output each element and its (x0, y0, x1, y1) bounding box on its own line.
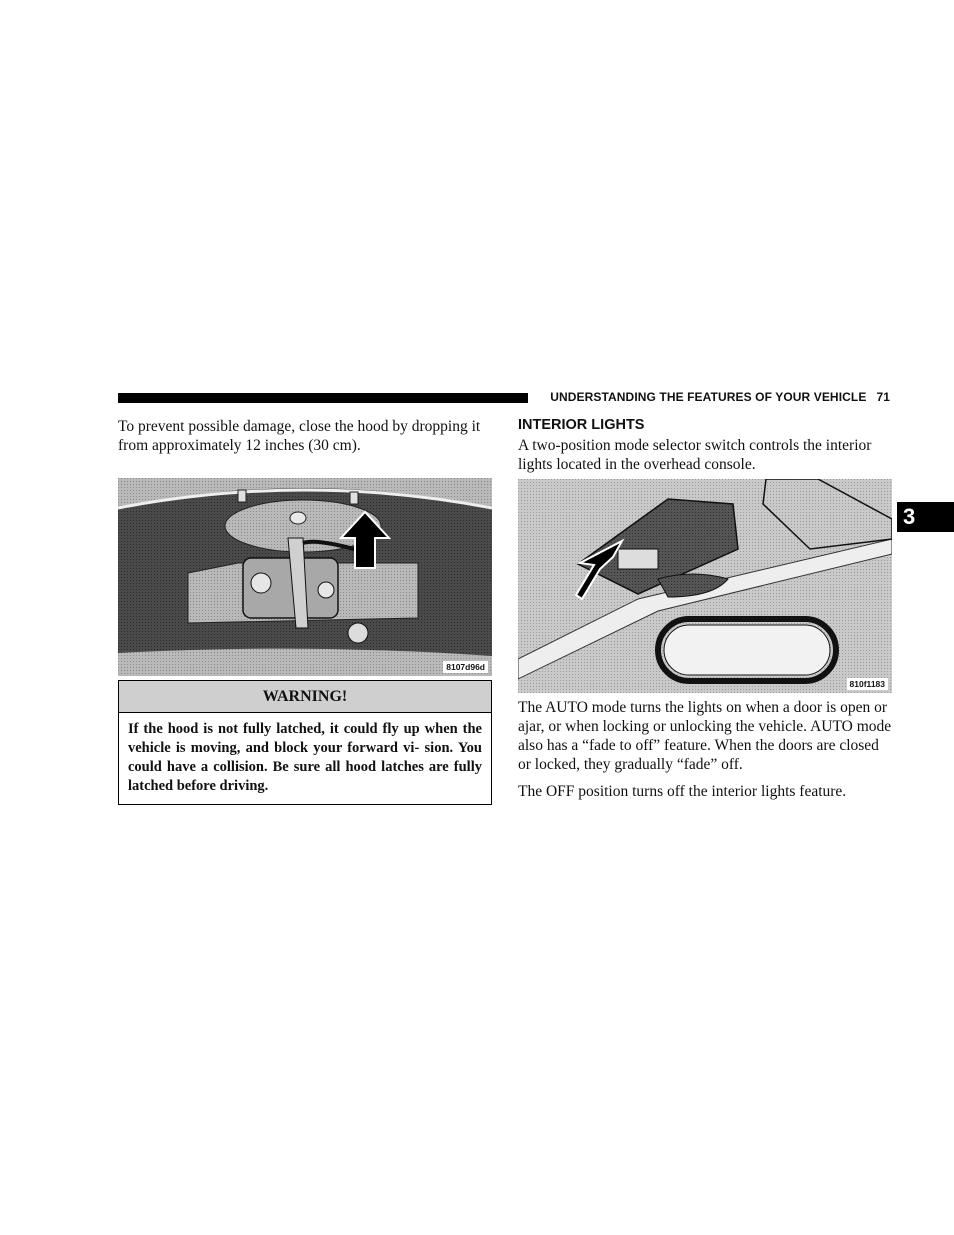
running-title: UNDERSTANDING THE FEATURES OF YOUR VEHICLE (550, 390, 867, 404)
warning-text: If the hood is not fully latched, it could fly up when the vehicle is moving, and block your forward vi- sion. You could have a collision. Be sure all hood latches are fully latched before driving. (128, 721, 482, 794)
interior-lights-intro: A two-position mode selector switch controls the interior lights located in the overhead console. (518, 437, 872, 473)
overhead-console-illustration (518, 479, 892, 693)
hood-latch-drawing (118, 478, 492, 676)
chapter-tab: 3 (897, 502, 954, 532)
warning-box (118, 680, 492, 805)
overhead-console-drawing (518, 479, 892, 693)
off-position-description: The OFF position turns off the interior lights feature. (518, 783, 847, 800)
page-number: 71 (876, 390, 890, 404)
header-rule (118, 393, 528, 403)
figure-code: 8107d96d (443, 661, 488, 673)
hood-latch-illustration (118, 478, 492, 676)
running-header (538, 390, 890, 404)
auto-mode-description: The AUTO mode turns the lights on when a door is open or ajar, or when locking or unlocking the vehicle. AUTO mode also has a “fade to off” feature. When the doors are closed or locked, they gradually “fade” off. (518, 699, 892, 773)
figure-code: 810f1183 (847, 678, 888, 690)
hood-close-instruction: To prevent possible damage, close the hood by dropping it from approximately 12 inches (30 cm). (118, 418, 481, 454)
warning-title: WARNING! (119, 681, 491, 713)
section-heading: INTERIOR LIGHTS (518, 417, 645, 433)
